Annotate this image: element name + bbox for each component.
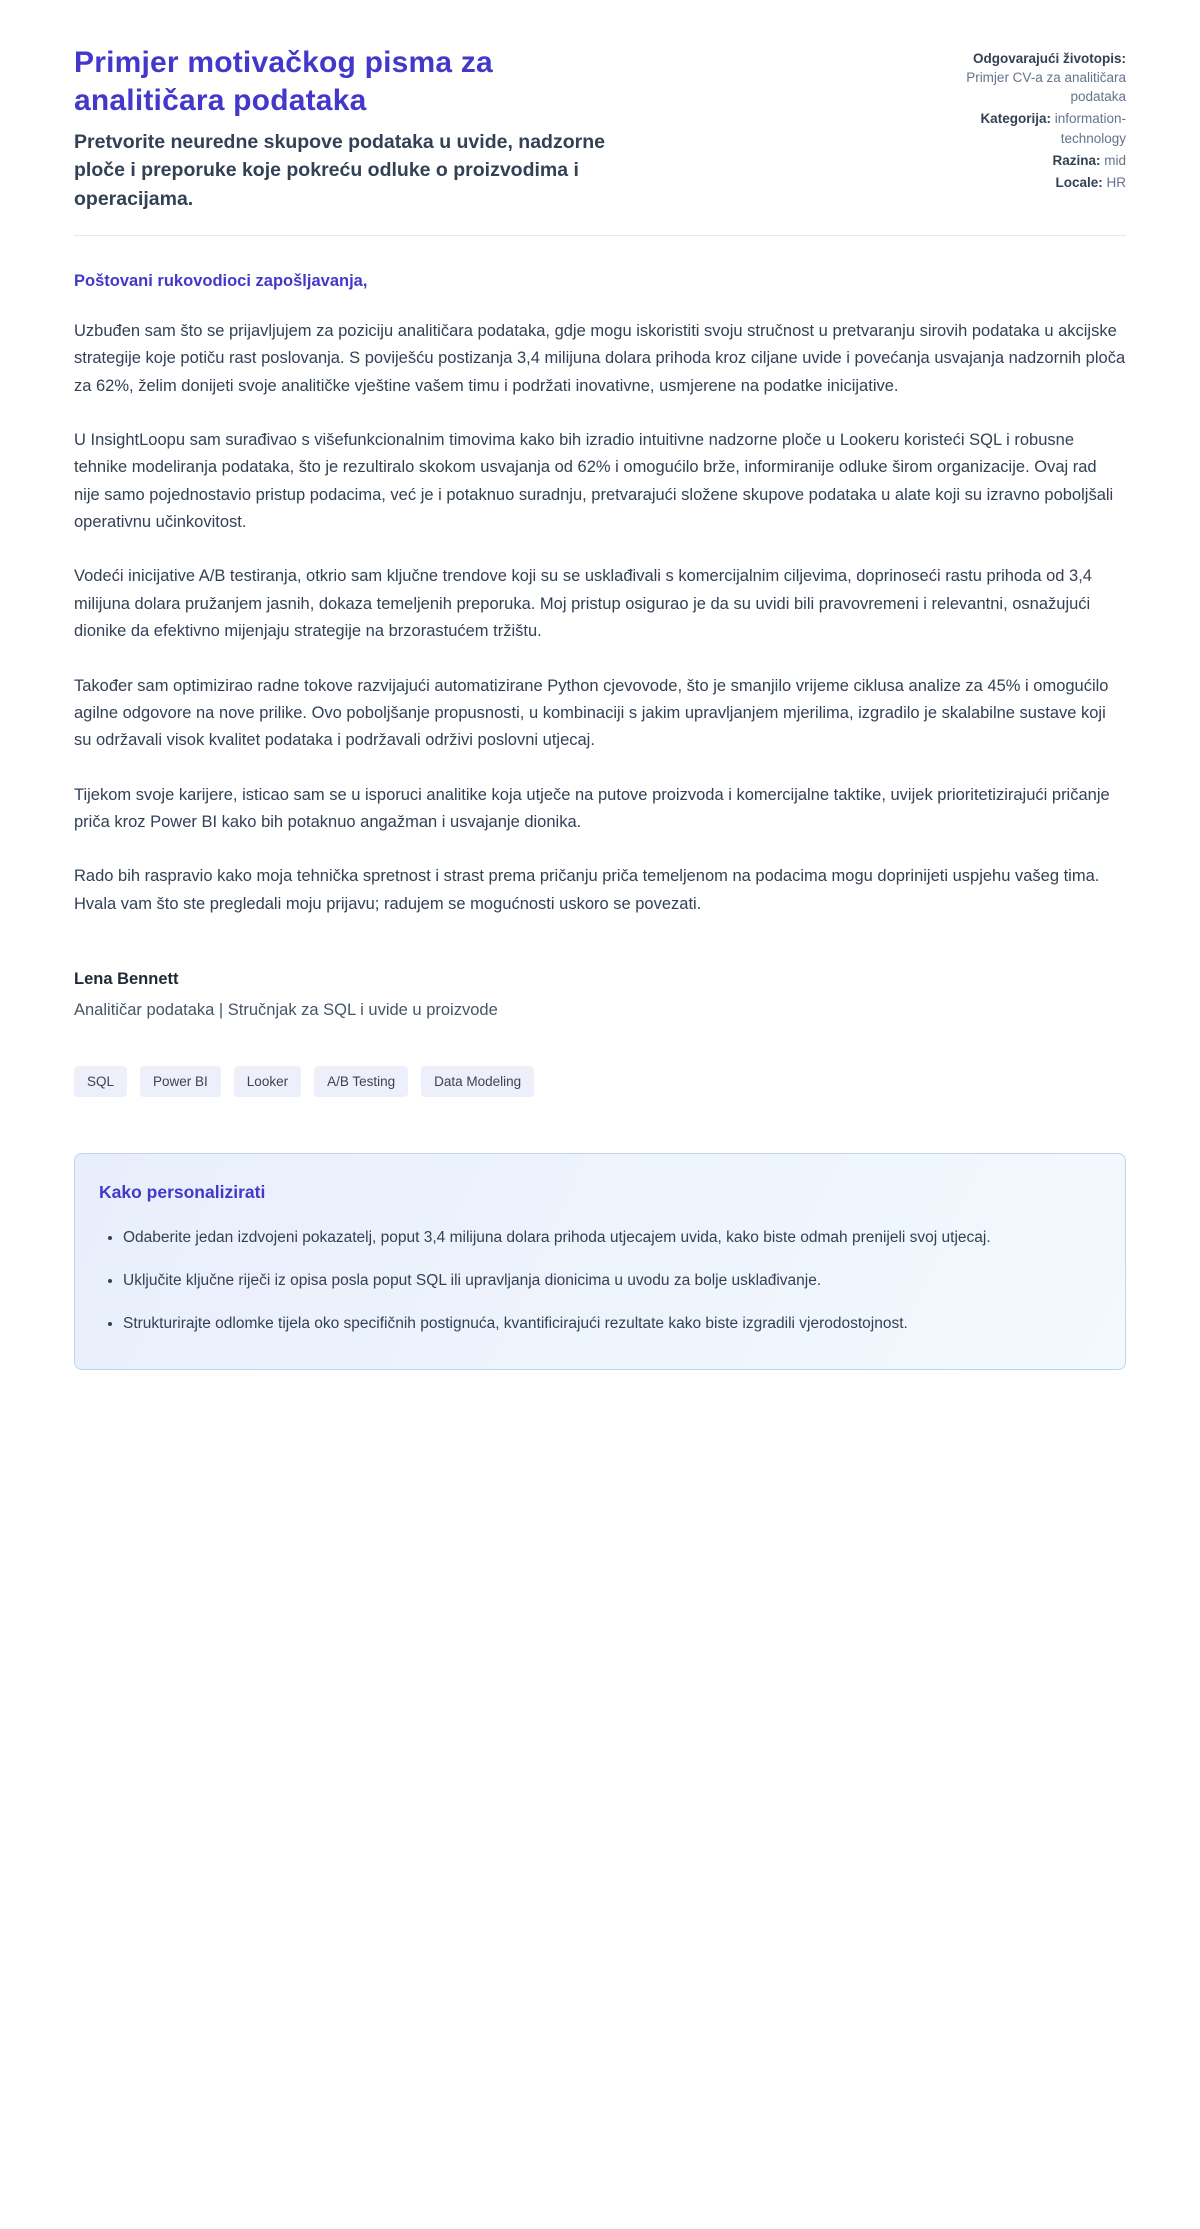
letter-paragraph-1: Uzbuđen sam što se prijavljujem za poziciju analitičara podataka, gdje mogu iskoristiti svoju stručnost u pretvaranju sirovih podataka u akcijske strategije koje potiču rast poslovanja. S poviješću postizanja 3,4 milijuna dolara prihoda kroz ciljane uvide i povećanja usvajanja nadzornih ploča za 62%, želim donijeti svoje analitičke vještine vašem timu i podržati inovativne, usmjerene na podatke inicijative. bbox=[74, 321, 1126, 395]
header-divider bbox=[74, 235, 1126, 236]
callout-item-1: • Odaberite jedan izdvojeni pokazatelj, poput 3,4 milijuna dolara prihoda utjecajem uvida, kako biste odmah prenijeli svoj utjecaj. bbox=[123, 1225, 1053, 1251]
letter-paragraph-3: Vodeći inicijative A/B testiranja, otkrio sam ključne trendove koji su se usklađivali s komercijalnim ciljevima, doprinoseći rastu prihoda od 3,4 milijuna dolara pružanjem jasnih, dokaza temeljenih preporuka. Moj pristup osigurao je da su uvidi bili pravovremeni i relevantni, osnažujući dionike da efektivno mijenjaju strategije na brzorastućem tržištu. bbox=[74, 567, 1092, 641]
meta-label-level: Razina: bbox=[1052, 152, 1101, 168]
meta-panel bbox=[944, 44, 1126, 195]
callout-item-2: • Uključite ključne riječi iz opisa posla poput SQL ili upravljanja dionicima u uvodu za bolje usklađivanje. bbox=[123, 1268, 1053, 1294]
meta-label-matching-resume: Odgovarajući životopis: bbox=[972, 51, 1126, 66]
meta-value-level: mid bbox=[1104, 152, 1126, 168]
meta-row-locale bbox=[944, 173, 1126, 192]
tag-looker: Looker bbox=[234, 1066, 301, 1097]
meta-row-level bbox=[944, 151, 1126, 170]
callout-heading: Kako personalizirati bbox=[99, 1182, 266, 1203]
meta-value-category: information-technology bbox=[1054, 111, 1126, 146]
meta-label-locale: Locale: bbox=[1055, 174, 1103, 190]
letter-greeting: Poštovani rukovodioci zapošljavanja, bbox=[74, 271, 368, 290]
letter-paragraph-6: Rado bih raspravio kako moja tehnička spretnost i strast prema pričanju priča temeljenom na podacima mogu doprinijeti uspjehu vašeg tima. Hvala vam što ste pregledali moju prijavu; radujem se mogućnosti uskoro se povezati. bbox=[74, 867, 1100, 913]
header bbox=[74, 44, 1126, 213]
meta-label-category: Kategorija: bbox=[980, 111, 1051, 127]
header-left bbox=[74, 44, 609, 213]
meta-value-locale: HR bbox=[1106, 174, 1126, 190]
callout-item-3: • Strukturirajte odlomke tijela oko specifičnih postignuća, kvantificirajući rezultate kako biste izgradili vjerodostojnost. bbox=[123, 1311, 1053, 1337]
page-subtitle: Pretvorite neuredne skupove podataka u uvide, nadzorne ploče i preporuke koje pokreću odluke o proizvodima i operacijama. bbox=[74, 131, 605, 210]
letter-paragraph-5: Tijekom svoje karijere, isticao sam se u isporuci analitike koja utječe na putove proizvoda i komercijalne taktike, uvijek prioritetizirajući pričanje priča kroz Power BI kako bih potaknuo angažman i usvajanje dionika. bbox=[74, 785, 1110, 832]
tag-ab-testing: A/B Testing bbox=[314, 1066, 408, 1097]
tag-data-modeling: Data Modeling bbox=[421, 1066, 534, 1097]
skill-tag-list bbox=[74, 1066, 1126, 1097]
letter-body bbox=[74, 272, 1126, 1020]
tag-power-bi: Power BI bbox=[140, 1066, 221, 1097]
signature-name: Lena Bennett bbox=[74, 970, 179, 989]
meta-row-matching-resume bbox=[944, 49, 1126, 106]
tag-sql: SQL bbox=[74, 1066, 127, 1097]
meta-row-category bbox=[944, 109, 1126, 147]
letter-paragraph-2: U InsightLoopu sam surađivao s višefunkcionalnim timovima kako bih izradio intuitivne nadzorne ploče u Lookeru koristeći SQL i robusne tehnike modeliranja podataka, što je rezultiralo skokom usvajanja od 62% i omogućilo brže, informiranije odluke širom organizacije. Ovaj rad nije samo pojednostavio pristup podacima, već je i potaknuo suradnju, pretvarajući složene skupove podataka u alate koji su izravno poboljšali operativnu učinkovitost. bbox=[74, 430, 1114, 532]
page bbox=[74, 0, 1126, 1490]
meta-value-matching-resume: Primjer CV-a za analitičara podataka bbox=[966, 70, 1126, 105]
signature-title: Analitičar podataka | Stručnjak za SQL i uvide u proizvode bbox=[74, 1001, 498, 1020]
page-title: Primjer motivačkog pisma za analitičara podataka bbox=[74, 46, 493, 117]
letter-paragraph-4: Također sam optimizirao radne tokove razvijajući automatizirane Python cjevovode, što je smanjilo vrijeme ciklusa analize za 45% i omogućilo agilne odgovore na nove prilike. Ovo poboljšanje propusnosti, u kombinaciji s jakim upravljanjem mjerilima, izgradilo je skalabilne sustave koji su održavali visok kvalitet podataka i podržavali održivi poslovni utjecaj. bbox=[74, 676, 1109, 750]
personalization-callout bbox=[74, 1153, 1126, 1370]
callout-list bbox=[99, 1225, 1097, 1337]
